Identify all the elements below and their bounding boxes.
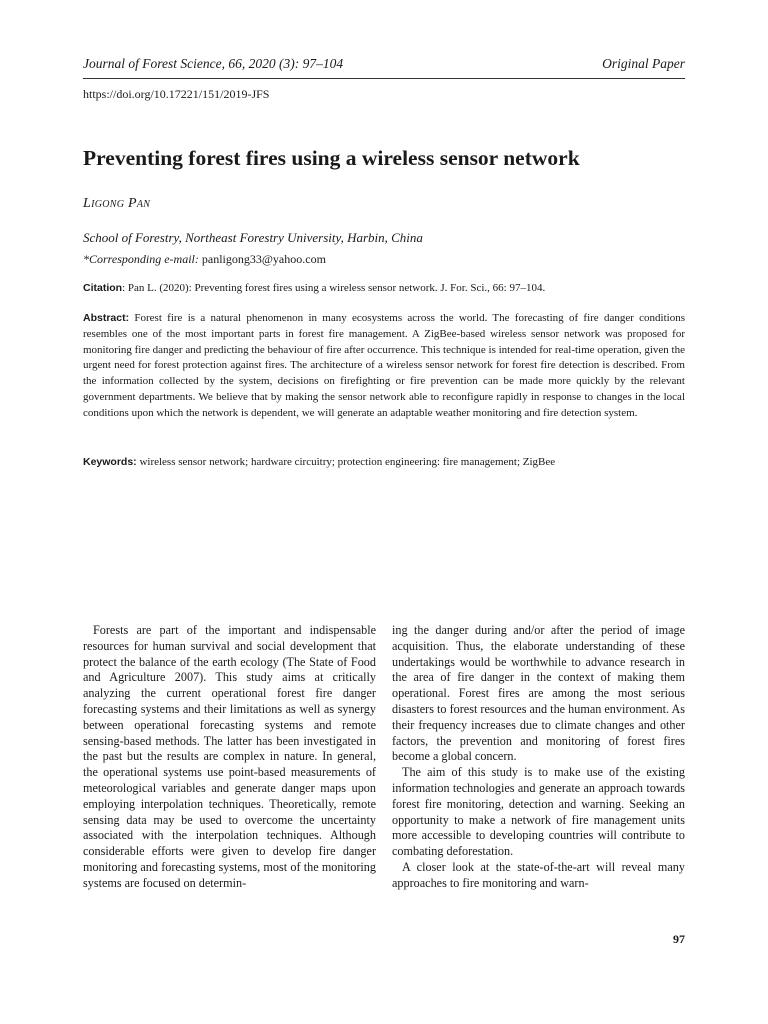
abstract [83, 311, 685, 422]
body-paragraph: Forests are part of the important and indispensable resources for human survival and social development that protect the balance of the earth ecology (The State of Food and Agriculture 2007). This study aims at critically analyzing the current operational forest fire danger forecasting systems and their limitations as well as synergy between operational forecasting systems and remote sensing-based methods. The latter has been investigated in the past but the results are complex in nature. In general, the operational systems use point-based measurements of meteorological variables and generate danger maps upon employing interpolation techniques. Theoretically, remote sensing data may be used to overcome the uncertainty associated with the interpolation techniques. Although considerable efforts were given to develop fire danger monitoring and forecasting systems, most of the monitoring systems are focused on determin- [83, 623, 376, 890]
abstract-label: Abstract: [83, 312, 130, 324]
header-rule [83, 78, 685, 79]
journal-header: Journal of Forest Science, 66, 2020 (3): 97–104 [83, 56, 344, 71]
doi-link[interactable]: https://doi.org/10.17221/151/2019-JFS [83, 87, 270, 101]
body-column-left [83, 623, 376, 892]
corresponding-email [83, 252, 326, 267]
page-number: 97 [673, 932, 685, 946]
body-paragraph: ing the danger during and/or after the period of image acquisition. Thus, the elaborate understanding of these undertakings would be worthwhile to advance research in the area of fire danger in the context of making them operational. Forest fires are among the most serious disasters to forest resources and the human environment. As their frequency increases due to climate changes and other factors, the prevention and monitoring of forest fires become a global concern. [392, 623, 685, 764]
citation-label: Citation [83, 282, 123, 294]
body-paragraph: A closer look at the state-of-the-art will reveal many approaches to fire monitoring and warn- [392, 859, 685, 890]
paper-title: Preventing forest fires using a wireless sensor network [83, 146, 580, 170]
citation-text: : Pan L. (2020): Preventing forest fires using a wireless sensor network. J. For. Sci., 66: 97–104. [122, 282, 546, 294]
keywords [83, 456, 685, 468]
keywords-label: Keywords: [83, 456, 137, 468]
author: Ligong Pan [83, 196, 151, 211]
corresponding-label: *Corresponding e-mail: [83, 252, 199, 266]
affiliation: School of Forestry, Northeast Forestry University, Harbin, China [83, 230, 423, 245]
article-type: Original Paper [602, 56, 685, 71]
abstract-text: Forest fire is a natural phenomenon in many ecosystems across the world. The forecasting of fire danger conditions resembles one of the most important parts in forest fire management. A ZigBee-based wireless sensor network was proposed for monitoring fire danger and predicting the behaviour of fire after occurrence. This technique is intended for real-time operation, given the urgent need for forest protection against fires. The architecture of a wireless sensor network for forest fire detection is described. From the information collected by the system, decisions on firefighting or fire prevention can be made more quickly by the relevant government departments. We believe that by making the sensor network able to reconfigure rapidly in response to changes in the local conditions upon which the network is dependent, we will generate an adaptable weather monitoring and fire detection system. [83, 312, 685, 419]
body-paragraph: The aim of this study is to make use of the existing information technologies and generate an approach towards forest fire monitoring, detection and warning. Seeking an opportunity to make a network of fire management units more accessible to developing countries will contribute to combating deforestation. [392, 765, 685, 859]
citation [83, 282, 685, 294]
email-link[interactable]: panligong33@yahoo.com [201, 252, 326, 266]
keywords-text: wireless sensor network; hardware circuitry; protection engineering: fire management; ZigBee [139, 456, 556, 468]
body-column-right [392, 623, 685, 892]
